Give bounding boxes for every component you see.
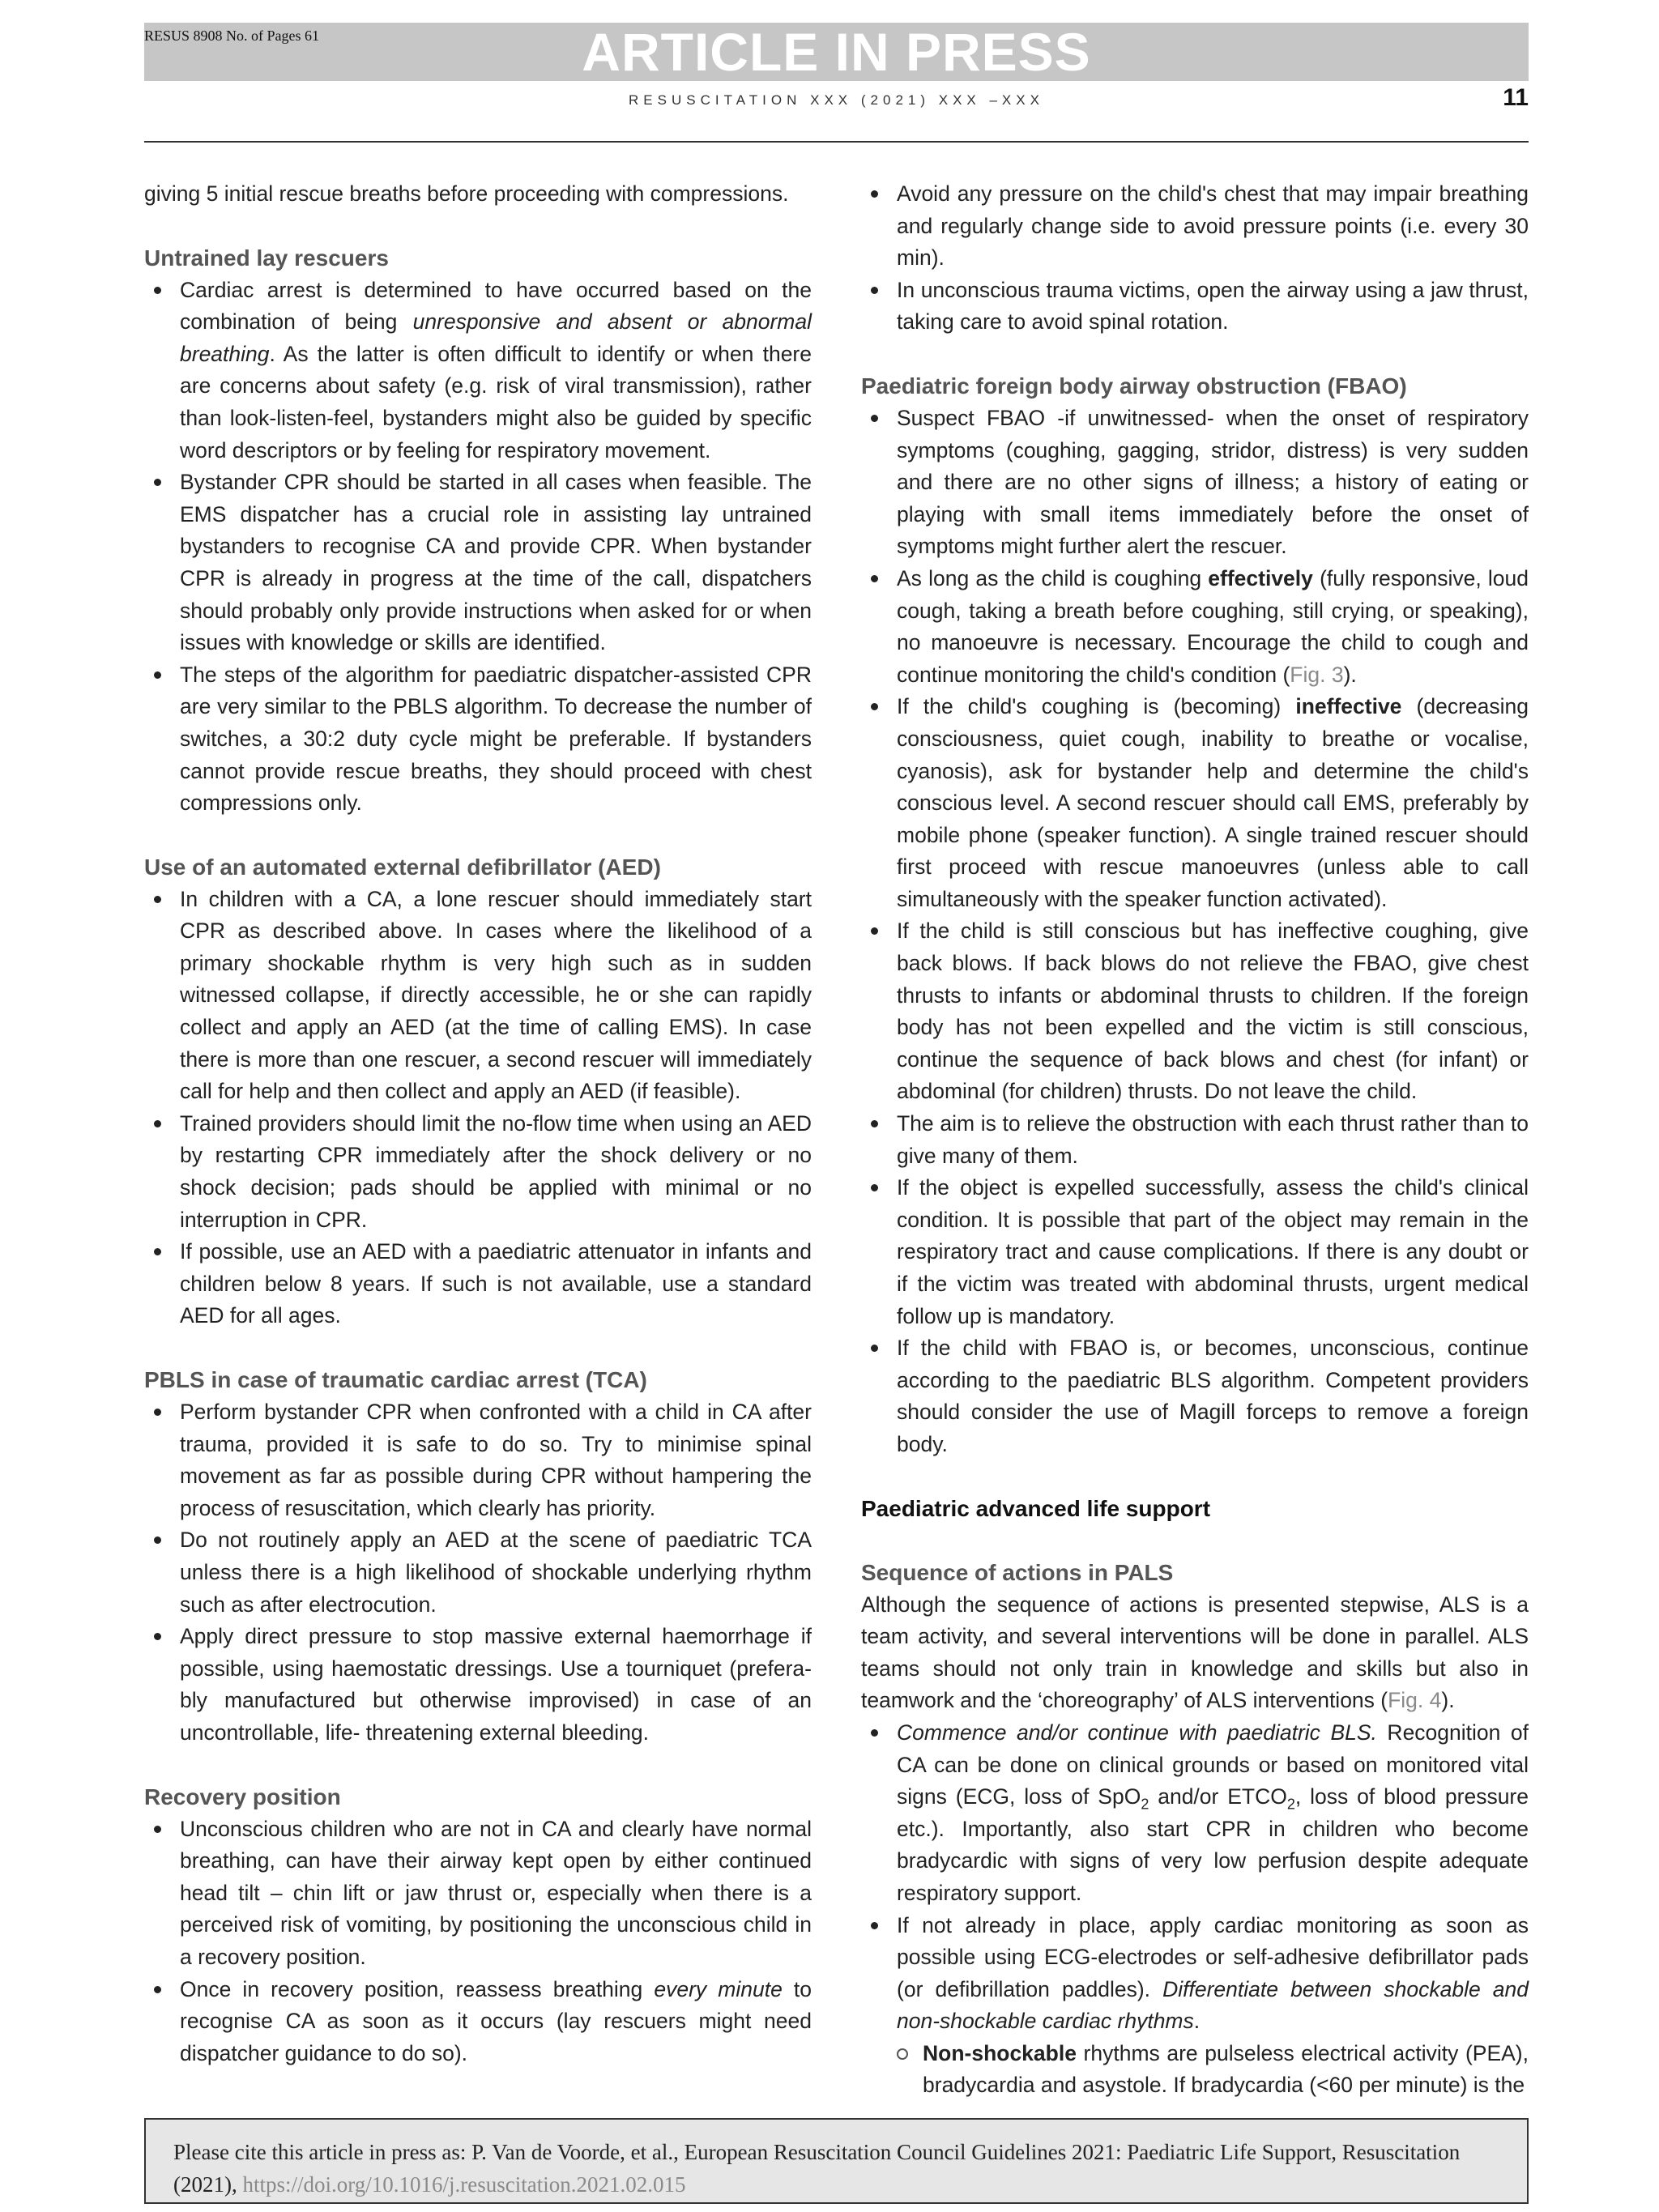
recovery-continued-list [861, 178, 1529, 339]
list-item: Trained providers should limit the no-flow time when using an AED by restarting CPR immediately after the shock delivery or no shock decision; pads should be applied with minimal or no interruption in CPR. [144, 1108, 812, 1236]
page-number: 11 [1503, 84, 1529, 111]
list-item: If possible, use an AED with a paediatric attenuator in infants and children below 8 years. If such is not available, use a standard AED for all ages. [144, 1236, 812, 1332]
list-item: Cardiac arrest is determined to have occurred based on the combination of being unresponsive and absent or abnormal breathing. As the latter is often difficult to identify or when there are concerns about safety (e.g. risk of viral transmission), rather than look-listen-feel, bystanders might also be guided by specific word descriptors or by feeling for respiratory movement. [144, 275, 812, 467]
list-item: Once in recovery position, reassess breathing every minute to recognise CA as soon as it occurs (lay rescuers might need dispatcher guidance to do so). [144, 1974, 812, 2070]
list-item: If the child is still conscious but has ineffective coughing, give back blows. If back blows do not relieve the FBAO, give chest thrusts to infants or abdominal thrusts to children. If the foreign body has not been expelled and the victim is still conscious, continue the sequence of back blows and chest (for infant) or abdominal (for children) thrusts. Do not leave the child. [861, 915, 1529, 1108]
list-item: In children with a CA, a lone rescuer should immediately start CPR as described above. In cases where the likelihood of a primary shockable rhythm is very high such as in sudden witnessed collapse, if directly accessible, he or she can rapidly collect and apply an AED (at the time of calling EMS). In case there is more than one rescuer, a second rescuer will immediately call for help and then collect and apply an AED (if feasible). [144, 884, 812, 1108]
list-item: If the object is expelled successfully, assess the child's clinical condition. It is possible that part of the object may remain in the respiratory tract and cause complications. If there is any doubt or if the victim was treated with abdominal thrusts, urgent medical follow up is mandatory. [861, 1172, 1529, 1332]
list-item: If the child's coughing is (becoming) ineffective (decreasing consciousness, quiet cough, inability to breathe or vocalise, cyanosis), ask for bystander help and determine the child's conscious level. A second rescuer should call EMS, preferably by mobile phone (speaker function). A single trained rescuer should first proceed with rescue manoeuvres (unless able to call simultaneously with the speaker function activated). [861, 691, 1529, 915]
section-heading-fbao: Paediatric foreign body airway obstruction (FBAO) [861, 373, 1407, 399]
list-item: Perform bystander CPR when confronted with a child in CA after trauma, provided it is safe to do so. Try to minimise spinal movement as far as possible during CPR without hampering the process of resuscitation, which clearly has priority. [144, 1396, 812, 1524]
journal-running-head: RESUSCITATION XXX (2021) XXX –XXX [629, 92, 1044, 108]
sub-list-item: Non-shockable rhythms are pulseless electrical activity (PEA), bradycardia and asystole. If bradycardia (<60 per minute) is the [861, 2038, 1529, 2102]
intro-paragraph: giving 5 initial rescue breaths before proceeding with compressions. [144, 181, 789, 206]
citation-box: Please cite this article in press as: P. Van de Voorde, et al., European Resuscitation Council Guidelines 2021: Paediatric Life Support, Resuscitation (2021), https://doi.org/10.1016/j.resuscitation.2021.02.015 [144, 2118, 1529, 2204]
list-item: Unconscious children who are not in CA and clearly have normal breathing, can have their airway kept open by either continued head tilt – chin lift or jaw thrust or, especially when there is a perceived risk of vomiting, by positioning the unconscious child in a recovery position. [144, 1813, 812, 1974]
section-heading-tca: PBLS in case of traumatic cardiac arrest (TCA) [144, 1367, 647, 1392]
list-item: If the child with FBAO is, or becomes, unconscious, continue according to the paediatric BLS algorithm. Competent providers should consider the use of Magill forceps to remove a foreign body. [861, 1332, 1529, 1460]
list-item: In unconscious trauma victims, open the airway using a jaw thrust, taking care to avoid spinal rotation. [861, 275, 1529, 339]
list-item: The steps of the algorithm for paediatric dispatcher-assisted CPR are very similar to the PBLS algorithm. To decrease the number of switches, a 30:2 duty cycle might be preferable. If bystanders cannot provide rescue breaths, they should proceed with chest compressions only. [144, 659, 812, 820]
left-column [144, 178, 812, 2069]
list-item: Bystander CPR should be started in all cases when feasible. The EMS dispatcher has a crucial role in assisting lay untrained bystanders to recognise CA and provide CPR. When bystander CPR is already in progress at the time of the call, dispatchers should probably only provide instructions when asked for or when issues with knowledge or skills are identified. [144, 467, 812, 659]
pals-paragraph: Although the sequence of actions is presented stepwise, ALS is a team activity, and several interventions will be done in parallel. ALS teams should not only train in knowledge and skills but also in teamwork and the ‘choreography’ of ALS interventions (Fig. 4). [861, 1592, 1529, 1713]
right-column [861, 178, 1529, 2102]
aed-list [144, 884, 812, 1332]
list-item: Avoid any pressure on the child's chest that may impair breathing and regularly change side to avoid pressure points (i.e. every 30 min). [861, 178, 1529, 275]
list-item: Do not routinely apply an AED at the scene of paediatric TCA unless there is a high likelihood of shockable underlying rhythm such as after electrocution. [144, 1524, 812, 1621]
figure-4-link[interactable]: Fig. 4 [1388, 1688, 1442, 1713]
recovery-position-list [144, 1813, 812, 2070]
section-heading-sequence-of-actions: Sequence of actions in PALS [861, 1559, 1174, 1585]
list-item: Apply direct pressure to stop massive external haemorrhage if possible, using haemostatic dressings. Use a tourniquet (prefera- bly manufactured but otherwise improvised) in case of an uncontrollable, life- threatening external bleeding. [144, 1621, 812, 1749]
fbao-list [861, 403, 1529, 1461]
pals-list [861, 1717, 1529, 2102]
list-item: Suspect FBAO -if unwitnessed- when the onset of respiratory symptoms (coughing, gagging, stridor, distress) is very sudden and there are no other signs of illness; a history of eating or playing with small items immediately before the onset of symptoms might further alert the rescuer. [861, 403, 1529, 563]
manuscript-meta: RESUS 8908 No. of Pages 61 [144, 28, 320, 44]
section-heading-aed: Use of an automated external defibrillator (AED) [144, 854, 661, 880]
article-in-press-banner: ARTICLE IN PRESS [144, 23, 1529, 81]
section-heading-pals: Paediatric advanced life support [861, 1495, 1211, 1521]
section-heading-untrained-lay-rescuers: Untrained lay rescuers [144, 245, 389, 271]
doi-link[interactable]: https://doi.org/10.1016/j.resuscitation.2021.02.015 [242, 2172, 686, 2197]
list-item: If not already in place, apply cardiac monitoring as soon as possible using ECG-electrodes or self-adhesive defibrillator pads (or defibrillation paddles). Differentiate between shockable and non-shockable cardiac rhythms. [861, 1910, 1529, 2038]
figure-3-link[interactable]: Fig. 3 [1290, 662, 1344, 687]
list-item: As long as the child is coughing effectively (fully responsive, loud cough, taking a breath before coughing, still crying, or speaking), no manoeuvre is necessary. Encourage the child to cough and continue monitoring the child's condition (Fig. 3). [861, 563, 1529, 691]
list-item: Commence and/or continue with paediatric BLS. Recognition of CA can be done on clinical grounds or based on monitored vital signs (ECG, loss of SpO$_2$ and/or $ETCO_2$, loss of blood pressure etc.). Importantly, also start CPR in children who become bradycardic with signs of very low perfusion despite adequate respiratory support. [861, 1717, 1529, 1910]
section-heading-recovery-position: Recovery position [144, 1784, 341, 1809]
untrained-rescuers-list [144, 275, 812, 820]
header-rule [144, 141, 1529, 143]
tca-list [144, 1396, 812, 1750]
list-item: The aim is to relieve the obstruction with each thrust rather than to give many of them. [861, 1108, 1529, 1172]
